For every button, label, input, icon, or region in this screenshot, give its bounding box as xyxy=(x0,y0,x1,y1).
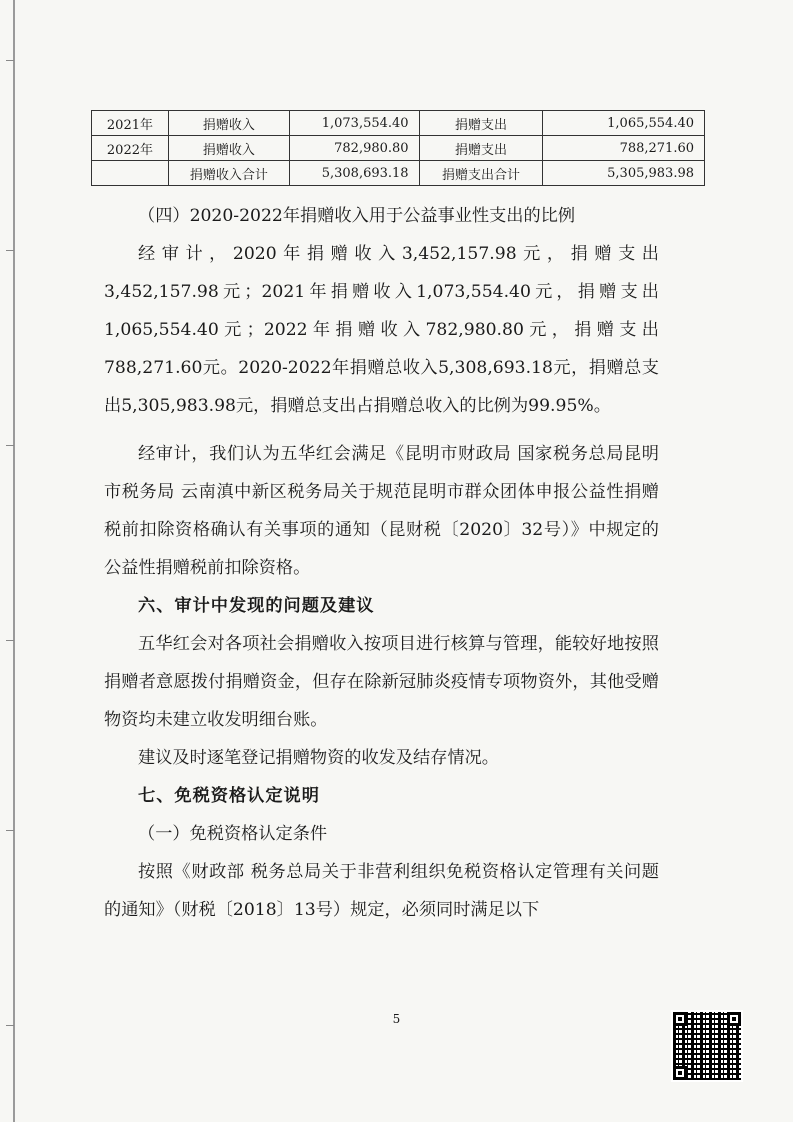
margin-tick xyxy=(6,830,14,831)
donation-table xyxy=(91,110,705,186)
paragraph-conclusion: 经审计，我们认为五华红会满足《昆明市财政局 国家税务总局昆明市税务局 云南滇中新区税务局关于规范昆明市群众团体申报公益性捐赠税前扣除资格确认有关事项的通知（昆财税〔2020〕32号）》中规定的公益性捐赠税前扣除资格。 xyxy=(104,444,659,578)
margin-tick xyxy=(6,640,14,641)
subsection-1-heading: （一）免税资格认定条件 xyxy=(138,824,328,844)
year-cell: 2021年 xyxy=(92,111,169,136)
binding-margin-line xyxy=(13,0,15,1122)
qr-finder-icon xyxy=(673,1012,687,1026)
paragraph-conditions: 按照《财政部 税务总局关于非营利组织免税资格认定管理有关问题的通知》（财税〔2018〕13号）规定，必须同时满足以下 xyxy=(104,862,659,920)
table-row xyxy=(92,136,705,161)
qr-finder-icon xyxy=(727,1012,741,1026)
margin-tick xyxy=(6,60,14,61)
paragraph-findings: 五华红会对各项社会捐赠收入按项目进行核算与管理，能较好地按照捐赠者意愿拨付捐赠资金，但存在除新冠肺炎疫情专项物资外，其他受赠物资均未建立收发明细台账。 xyxy=(104,634,659,730)
qr-code-icon xyxy=(671,1010,743,1082)
expense-total-label-cell: 捐赠支出合计 xyxy=(419,161,543,186)
page-number: 5 xyxy=(392,1012,401,1026)
table-total-row xyxy=(92,161,705,186)
year-cell: 2022年 xyxy=(92,136,169,161)
income-total-label-cell: 捐赠收入合计 xyxy=(168,161,289,186)
section-4-heading: （四）2020-2022年捐赠收入用于公益事业性支出的比例 xyxy=(138,206,576,226)
income-value-cell: 782,980.80 xyxy=(289,136,419,161)
body-text xyxy=(104,197,659,929)
paragraph-ratio: 经审计，2020年捐赠收入3,452,157.98元，捐赠支出3,452,157.98元；2021年捐赠收入1,073,554.40元，捐赠支出1,065,554.40元；2022年捐赠收入782,980.80元，捐赠支出788,271.60元。2020-2022年捐赠总收入5,308,693.18元，捐赠总支出5,305,983.98元，捐赠总支出占捐赠总收入的比例为99.95%。 xyxy=(104,244,659,416)
income-total-value-cell: 5,308,693.18 xyxy=(289,161,419,186)
margin-tick xyxy=(6,445,14,446)
section-7-heading: 七、免税资格认定说明 xyxy=(138,786,320,806)
expense-value-cell: 788,271.60 xyxy=(543,136,705,161)
paragraph-suggestion: 建议及时逐笔登记捐赠物资的收发及结存情况。 xyxy=(138,748,499,768)
income-label-cell: 捐赠收入 xyxy=(168,136,289,161)
section-6-heading: 六、审计中发现的问题及建议 xyxy=(138,596,375,616)
expense-label-cell: 捐赠支出 xyxy=(419,136,543,161)
expense-total-value-cell: 5,305,983.98 xyxy=(543,161,705,186)
qr-finder-icon xyxy=(673,1066,687,1080)
year-cell xyxy=(92,161,169,186)
expense-label-cell: 捐赠支出 xyxy=(419,111,543,136)
table-row xyxy=(92,111,705,136)
income-value-cell: 1,073,554.40 xyxy=(289,111,419,136)
expense-value-cell: 1,065,554.40 xyxy=(543,111,705,136)
margin-tick xyxy=(6,250,14,251)
income-label-cell: 捐赠收入 xyxy=(168,111,289,136)
